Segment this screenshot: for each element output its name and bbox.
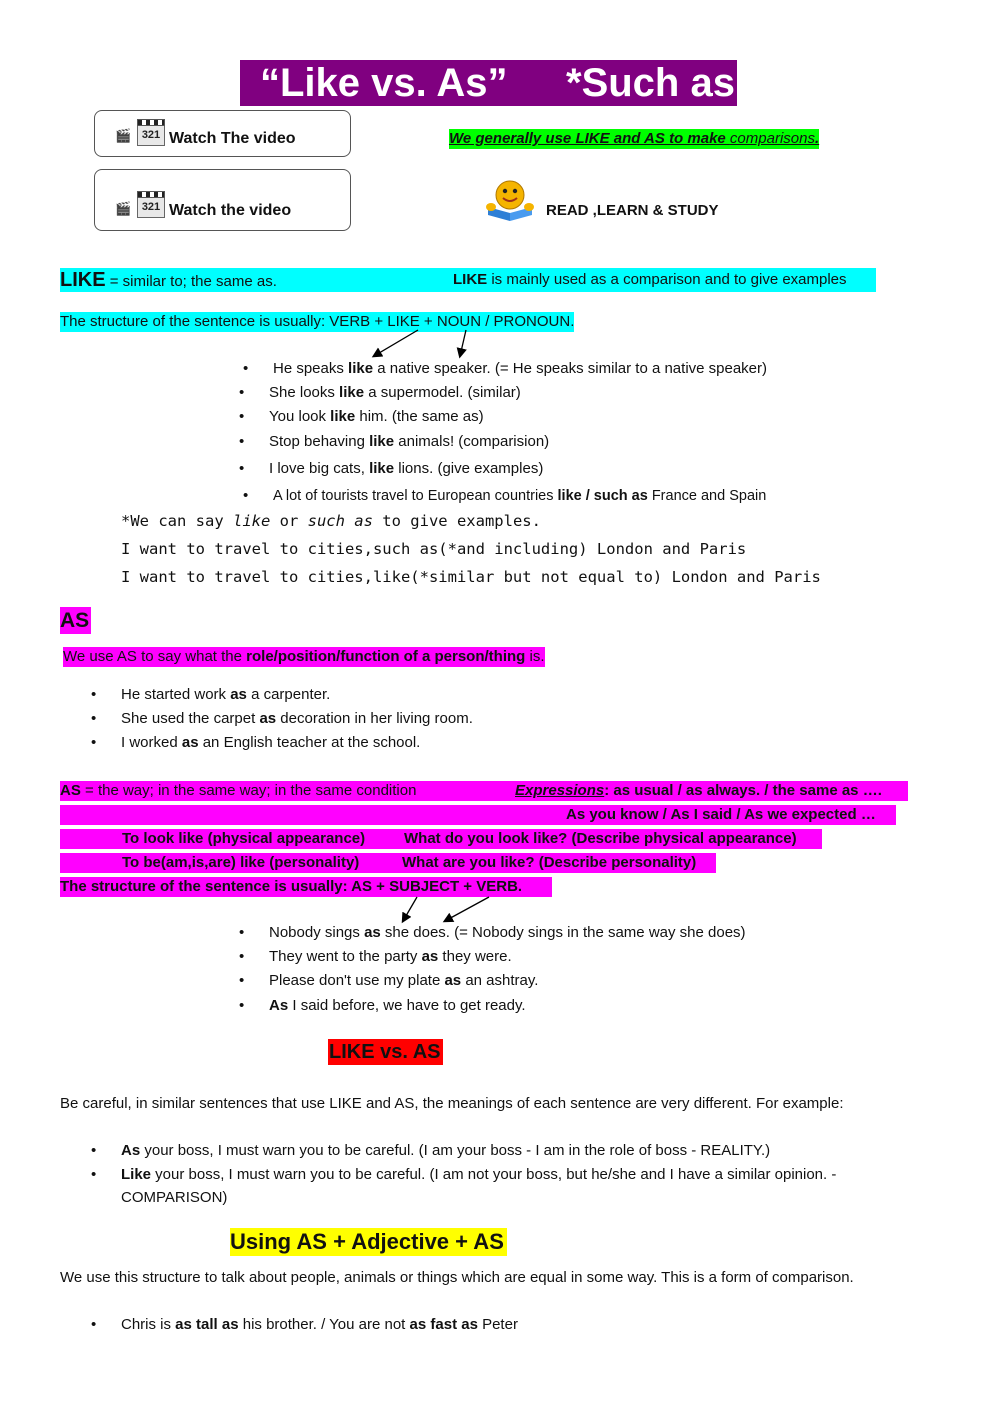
like-examples-list <box>269 358 768 504</box>
title-such-as: *Such as <box>566 61 735 105</box>
list-item: • Please don't use my plate as an ashtray. <box>269 970 746 994</box>
read-learn-study: READ ,LEARN & STUDY <box>546 202 719 219</box>
list-item: • Nobody sings as she does. (= Nobody sings in the same way she does) <box>269 922 746 946</box>
list-item: • You look like him. (the same as) <box>269 406 763 430</box>
as-way-definition: AS = the way; in the same way; in the same condition <box>60 782 417 799</box>
look-like-label: To look like (physical appearance) <box>122 830 366 847</box>
list-item: • I love big cats, like lions. (give examples) <box>269 458 763 482</box>
list-item: • Like your boss, I must warn you to be careful. (I am not your boss, but he/she and I have a similar opinion. - <box>121 1164 836 1188</box>
look-like-bar <box>60 829 822 849</box>
be-like-label: To be(am,is,are) like (personality) <box>122 854 360 871</box>
list-item: • As I said before, we have to get ready. <box>269 995 746 1019</box>
title-like-vs-as: “Like vs. As” <box>260 61 508 105</box>
like-example: I want to travel to cities,like(*similar but not equal to) London and Paris <box>121 568 821 586</box>
as-adjective-as-examples-list <box>121 1314 518 1338</box>
like-vs-as-intro: Be careful, in similar sentences that use LIKE and AS, the meanings of each sentence are very different. For example: <box>60 1095 844 1112</box>
comparison-note <box>449 129 819 149</box>
comparison-note-end: . <box>814 130 820 147</box>
list-item: • They went to the party as they were. <box>269 946 746 970</box>
reading-smiley-icon <box>482 177 538 223</box>
like-definition-bar <box>60 268 876 292</box>
watch-video-label: Watch The video <box>169 130 296 147</box>
video-counter-icon: 321 <box>137 124 165 146</box>
as-expressions: Expressions: as usual / as always. / the same as …. <box>515 782 882 799</box>
list-item: • As your boss, I must warn you to be careful. (I am your boss - I am in the role of boss - REALITY.) <box>121 1140 836 1164</box>
list-item: • She used the carpet as decoration in her living room. <box>121 708 473 732</box>
be-like-question: What are you like? (Describe personality) <box>402 854 697 871</box>
as-expressions-2: As you know / As I said / As we expected … <box>566 806 876 823</box>
like-arrows-icon <box>360 326 480 360</box>
look-like-question: What do you look like? (Describe physical appearance) <box>404 830 797 847</box>
watch-video-label: Watch the video <box>169 202 292 219</box>
such-as-example: I want to travel to cities,such as(*and including) London and Paris <box>121 540 747 558</box>
as-adjective-as-intro: We use this structure to talk about people, animals or things which are equal in some way. This is a form of comparison. <box>60 1269 854 1286</box>
watch-video-button-2[interactable] <box>94 169 351 231</box>
as-role-examples-list <box>121 684 473 757</box>
like-vs-as-heading: LIKE vs. AS <box>329 1041 441 1063</box>
list-item: • He speaks like a native speaker. (= He speaks similar to a native speaker) <box>273 358 767 382</box>
page-title <box>240 60 737 106</box>
list-item: • Stop behaving like animals! (comparision) <box>269 431 763 455</box>
clapperboard-icon: 🎬 <box>115 128 132 143</box>
as-way-bar <box>60 781 908 801</box>
as-way-examples-list <box>269 922 746 1019</box>
as-expressions-bar <box>60 805 896 825</box>
list-item: • He started work as a carpenter. <box>121 684 473 708</box>
as-structure: The structure of the sentence is usually: AS + SUBJECT + VERB. <box>60 877 552 897</box>
like-heading: LIKE <box>60 269 106 291</box>
as-role-definition: We use AS to say what the role/position/function of a person/thing is. <box>63 648 545 665</box>
like-such-as-note: *We can say like or such as to give examples. <box>121 512 541 530</box>
video-counter-icon: 321 <box>137 196 165 218</box>
be-like-bar <box>60 853 716 873</box>
list-item: • Chris is as tall as his brother. / You are not as fast as Peter <box>121 1314 518 1338</box>
list-item: • She looks like a supermodel. (similar) <box>269 382 763 406</box>
as-adjective-as-heading: Using AS + Adjective + AS <box>230 1228 507 1256</box>
like-definition: = similar to; the same as. <box>105 273 277 290</box>
like-usage-note: LIKE is mainly used as a comparison and to give examples <box>453 271 847 288</box>
clapperboard-icon: 🎬 <box>115 201 132 216</box>
comparison-note-underlined: comparisons <box>729 130 815 147</box>
list-item: • A lot of tourists travel to European countries like / such as France and Spain <box>273 485 767 509</box>
comparison-note-text: We generally use LIKE and AS to make <box>449 130 730 147</box>
comparison-continuation: COMPARISON) <box>121 1189 228 1206</box>
as-heading: AS <box>60 609 90 632</box>
list-item: • I worked as an English teacher at the school. <box>121 732 473 756</box>
like-vs-as-examples-list <box>121 1140 836 1188</box>
watch-video-button-1[interactable] <box>94 110 351 157</box>
like-structure: The structure of the sentence is usually: VERB + LIKE + NOUN / PRONOUN. <box>60 313 575 330</box>
